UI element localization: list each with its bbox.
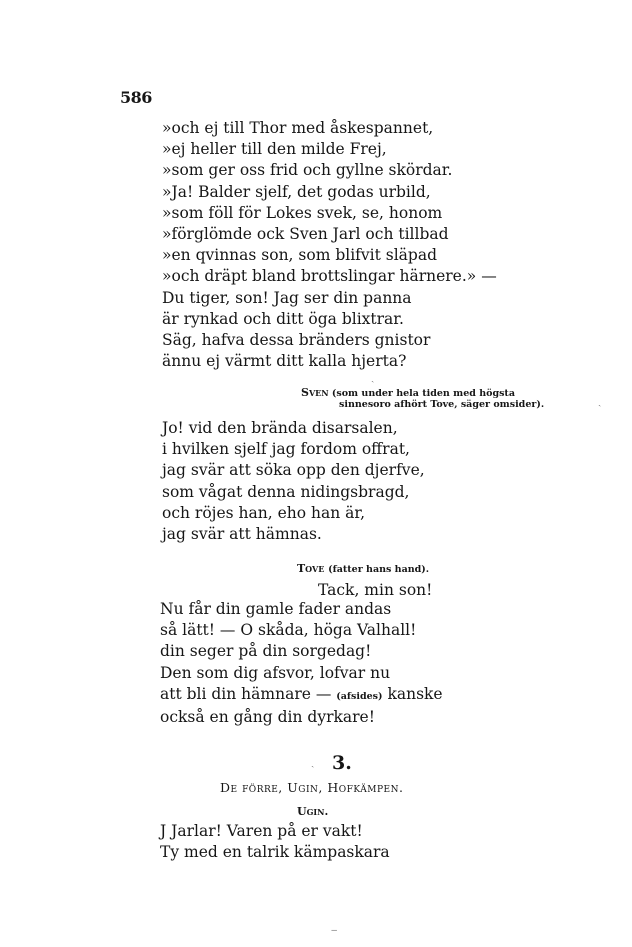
- stage-direction-tove: [297, 562, 429, 575]
- speaker-name-ugin: Ugin.: [297, 805, 329, 818]
- verse-block-2: [162, 418, 425, 545]
- verse-line: som vågat denna nidingsbragd,: [162, 482, 410, 501]
- print-speck: ˏ: [371, 372, 375, 383]
- verse-line: Jo! vid den brända disarsalen,: [162, 419, 398, 437]
- page-number: 586: [120, 88, 152, 107]
- verse-block-1: [162, 118, 497, 372]
- verse-text: kanske: [387, 684, 443, 703]
- verse-line: »ej heller till den milde Frej,: [162, 140, 387, 159]
- verse-line: ännu ej värmt ditt kalla hjerta?: [162, 352, 407, 371]
- verse-block-4: [160, 821, 390, 863]
- aside-direction: (afsides): [336, 690, 383, 702]
- stage-direction-text: sinnesoro afhört Tove, säger omsider).: [339, 399, 545, 410]
- print-speck: ˏ: [598, 396, 602, 407]
- verse-line: Nu får din gamle fader andas: [160, 600, 392, 618]
- verse-line: är rynkad och ditt öga blixtrar.: [162, 309, 404, 328]
- verse-line: i hvilken sjelf jag fordom offrat,: [162, 440, 410, 459]
- print-speck: ‒: [331, 925, 338, 936]
- stage-direction-text: (fatter hans hand).: [328, 564, 430, 575]
- print-speck: ˏ: [311, 757, 315, 768]
- verse-line: också en gång din dyrkare!: [160, 708, 375, 727]
- speaker-name: Tove: [297, 562, 325, 575]
- verse-line: Den som dig afsvor, lofvar nu: [160, 663, 391, 682]
- stage-direction-text: (som under hela tiden med högsta: [331, 388, 515, 399]
- verse-line: »en qvinnas son, som blifvit släpad: [162, 246, 438, 265]
- verse-line: »som ger oss frid och gyllne skördar.: [162, 161, 453, 180]
- scene-number: 3.: [332, 752, 352, 774]
- verse-line: »förglömde ock Sven Jarl och tillbad: [162, 225, 449, 244]
- verse-line: din seger på din sorgedag!: [160, 642, 372, 661]
- verse-text: att bli din hämnare —: [160, 684, 332, 703]
- verse-line: »Ja! Balder sjelf, det godas urbild,: [162, 182, 431, 201]
- verse-line: Säg, hafva dessa bränders gnistor: [162, 331, 431, 350]
- verse-line: »som föll för Lokes svek, se, honom: [162, 203, 443, 222]
- verse-line: Ty med en talrik kämpaskara: [160, 843, 390, 862]
- tove-reply-line: Tack, min son!: [318, 581, 433, 599]
- verse-block-3: [160, 599, 443, 728]
- verse-line: jag svär att hämnas.: [162, 525, 322, 544]
- verse-line: jag svär att söka opp den djerfve,: [162, 461, 425, 480]
- verse-line: och röjes han, eho han är,: [162, 503, 366, 522]
- verse-line: Du tiger, son! Jag ser din panna: [162, 288, 412, 307]
- verse-line-with-aside: [160, 684, 443, 707]
- verse-line: J Jarlar! Varen på er vakt!: [160, 822, 363, 840]
- verse-line: »och dräpt bland brottslingar härnere.» —: [162, 267, 497, 286]
- stage-direction-sven: [301, 387, 551, 410]
- verse-line: så lätt! — O skåda, höga Valhall!: [160, 621, 417, 640]
- scene-heading: De förre, Ugin, Hofkämpen.: [220, 780, 404, 795]
- speaker-name: Sven: [301, 386, 329, 399]
- verse-line: »och ej till Thor med åskespannet,: [162, 119, 434, 137]
